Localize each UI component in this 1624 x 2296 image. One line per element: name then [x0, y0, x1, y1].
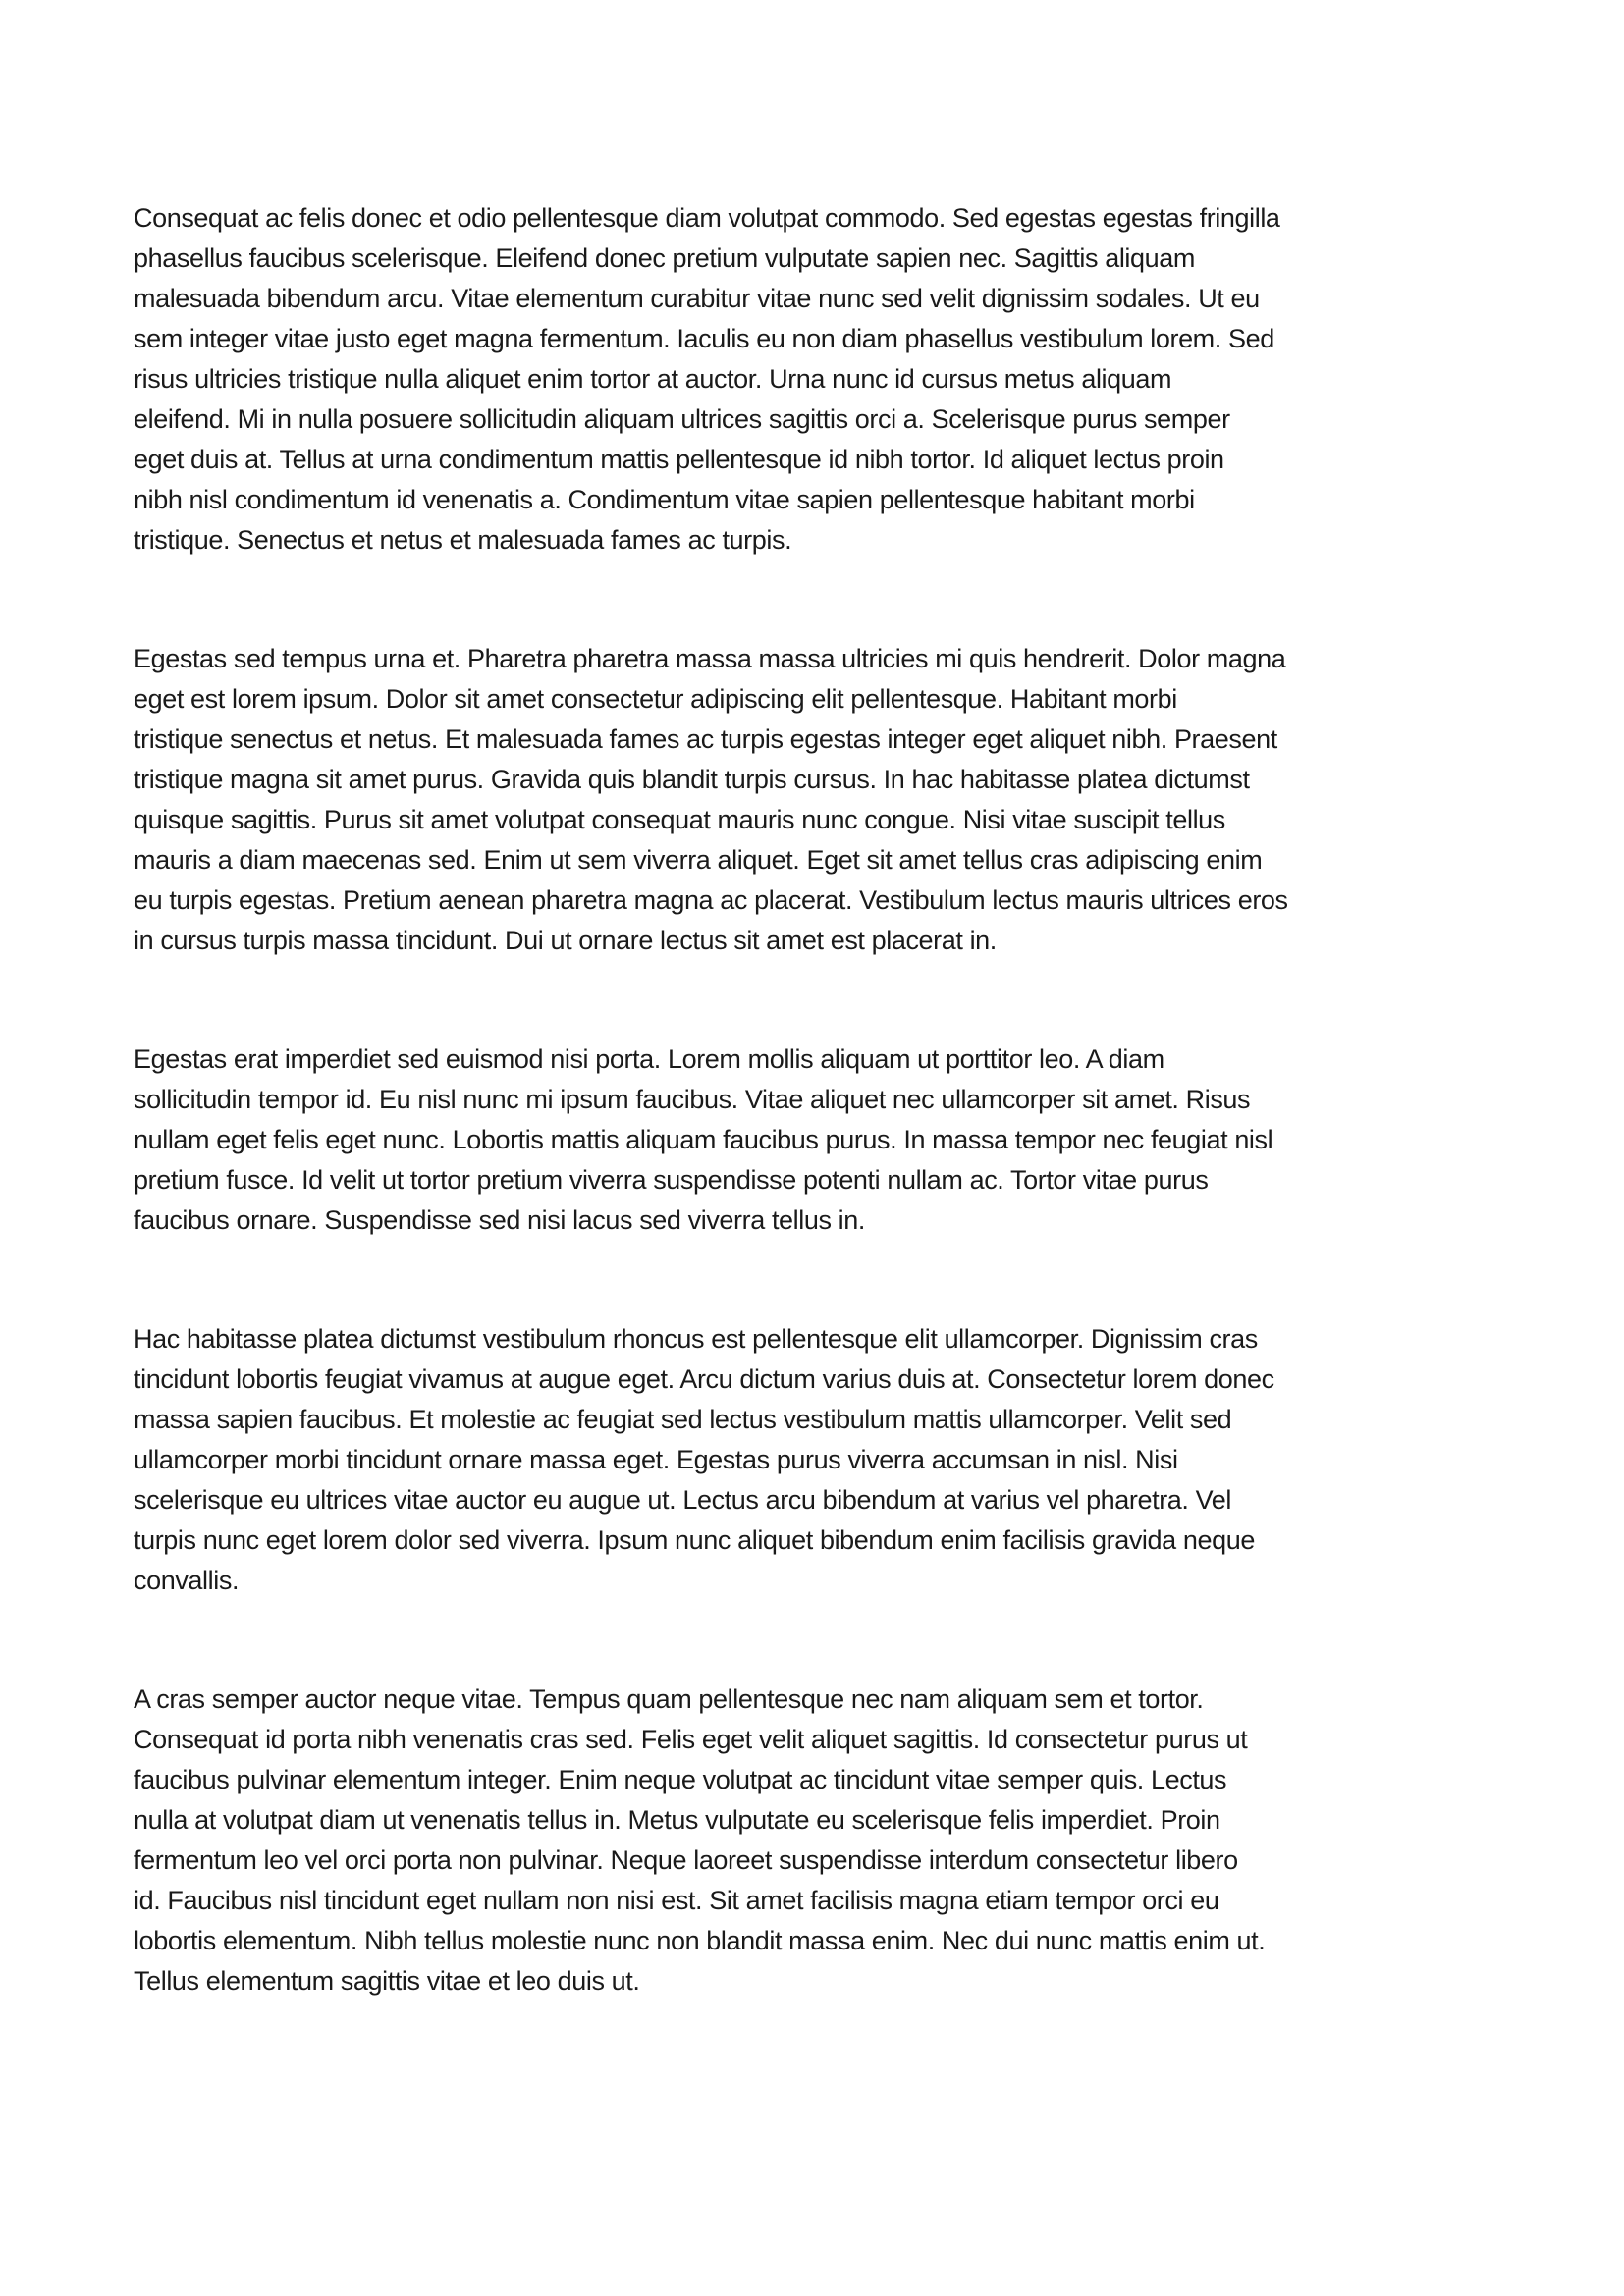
text-line: in cursus turpis massa tincidunt. Dui ut ornare lectus sit amet est placerat in. [134, 926, 997, 955]
text-line: ullamcorper morbi tincidunt ornare massa eget. Egestas purus viverra accumsan in nisl. Nisi [134, 1445, 1178, 1474]
text-line: Consequat ac felis donec et odio pellentesque diam volutpat commodo. Sed egestas egestas fringilla [134, 203, 1280, 233]
text-line: malesuada bibendum arcu. Vitae elementum curabitur vitae nunc sed velit dignissim sodales. Ut eu [134, 284, 1260, 313]
text-line: convallis. [134, 1566, 240, 1595]
text-line: risus ultricies tristique nulla aliquet enim tortor at auctor. Urna nunc id cursus metus aliquam [134, 364, 1172, 394]
text-line: tincidunt lobortis feugiat vivamus at augue eget. Arcu dictum varius duis at. Consectetur lorem donec [134, 1364, 1274, 1394]
text-line: scelerisque eu ultrices vitae auctor eu augue ut. Lectus arcu bibendum at varius vel pharetra. Vel [134, 1485, 1231, 1515]
body-paragraph-3 [134, 1040, 1547, 1241]
text-line: Hac habitasse platea dictumst vestibulum rhoncus est pellentesque elit ullamcorper. Dignissim cras [134, 1324, 1258, 1354]
body-paragraph-2 [134, 639, 1547, 961]
text-line: nulla at volutpat diam ut venenatis tellus in. Metus vulputate eu scelerisque felis imperdiet. Proin [134, 1805, 1220, 1835]
document-body [134, 198, 1547, 2002]
text-line: eleifend. Mi in nulla posuere sollicitudin aliquam ultrices sagittis orci a. Scelerisque purus semper [134, 404, 1230, 434]
text-line: id. Faucibus nisl tincidunt eget nullam non nisi est. Sit amet facilisis magna etiam tempor orci eu [134, 1886, 1219, 1915]
body-paragraph-5 [134, 1680, 1547, 2002]
text-line: eget duis at. Tellus at urna condimentum mattis pellentesque id nibh tortor. Id aliquet lectus proin [134, 445, 1224, 474]
text-line: fermentum leo vel orci porta non pulvinar. Neque laoreet suspendisse interdum consectetur libero [134, 1845, 1238, 1875]
text-line: pretium fusce. Id velit ut tortor pretium viverra suspendisse potenti nullam ac. Tortor vitae purus [134, 1165, 1209, 1195]
text-line: sollicitudin tempor id. Eu nisl nunc mi ipsum faucibus. Vitae aliquet nec ullamcorper sit amet. Risus [134, 1085, 1251, 1114]
text-line: Egestas erat imperdiet sed euismod nisi porta. Lorem mollis aliquam ut porttitor leo. A diam [134, 1044, 1164, 1074]
text-line: Egestas sed tempus urna et. Pharetra pharetra massa massa ultricies mi quis hendrerit. Dolor magna [134, 644, 1286, 673]
text-line: eget est lorem ipsum. Dolor sit amet consectetur adipiscing elit pellentesque. Habitant morbi [134, 684, 1177, 714]
text-line: faucibus ornare. Suspendisse sed nisi lacus sed viverra tellus in. [134, 1205, 865, 1235]
text-line: nibh nisl condimentum id venenatis a. Condimentum vitae sapien pellentesque habitant morbi [134, 485, 1195, 514]
text-line: sem integer vitae justo eget magna fermentum. Iaculis eu non diam phasellus vestibulum lorem. Sed [134, 324, 1274, 353]
text-line: tristique. Senectus et netus et malesuada fames ac turpis. [134, 525, 792, 555]
text-line: turpis nunc eget lorem dolor sed viverra. Ipsum nunc aliquet bibendum enim facilisis gravida neque [134, 1525, 1255, 1555]
text-line: faucibus pulvinar elementum integer. Enim neque volutpat ac tincidunt vitae semper quis. Lectus [134, 1765, 1227, 1794]
text-line: tristique magna sit amet purus. Gravida quis blandit turpis cursus. In hac habitasse platea dictumst [134, 765, 1250, 794]
text-line: A cras semper auctor neque vitae. Tempus quam pellentesque nec nam aliquam sem et tortor. [134, 1684, 1204, 1714]
text-line: massa sapien faucibus. Et molestie ac feugiat sed lectus vestibulum mattis ullamcorper. Velit sed [134, 1405, 1232, 1434]
text-line: tristique senectus et netus. Et malesuada fames ac turpis egestas integer eget aliquet nibh. Praesent [134, 724, 1277, 754]
text-line: quisque sagittis. Purus sit amet volutpat consequat mauris nunc congue. Nisi vitae suscipit tellus [134, 805, 1225, 834]
text-line: mauris a diam maecenas sed. Enim ut sem viverra aliquet. Eget sit amet tellus cras adipiscing enim [134, 845, 1263, 875]
body-paragraph-4 [134, 1319, 1547, 1601]
text-line: lobortis elementum. Nibh tellus molestie nunc non blandit massa enim. Nec dui nunc mattis enim ut. [134, 1926, 1266, 1955]
text-line: phasellus faucibus scelerisque. Eleifend donec pretium vulputate sapien nec. Sagittis aliquam [134, 243, 1195, 273]
text-line: Consequat id porta nibh venenatis cras sed. Felis eget velit aliquet sagittis. Id consectetur purus ut [134, 1725, 1248, 1754]
text-line: eu turpis egestas. Pretium aenean pharetra magna ac placerat. Vestibulum lectus mauris ultrices eros [134, 885, 1288, 915]
body-paragraph-1 [134, 198, 1547, 561]
text-line: Tellus elementum sagittis vitae et leo duis ut. [134, 1966, 640, 1996]
text-line: nullam eget felis eget nunc. Lobortis mattis aliquam faucibus purus. In massa tempor nec feugiat nisl [134, 1125, 1273, 1154]
